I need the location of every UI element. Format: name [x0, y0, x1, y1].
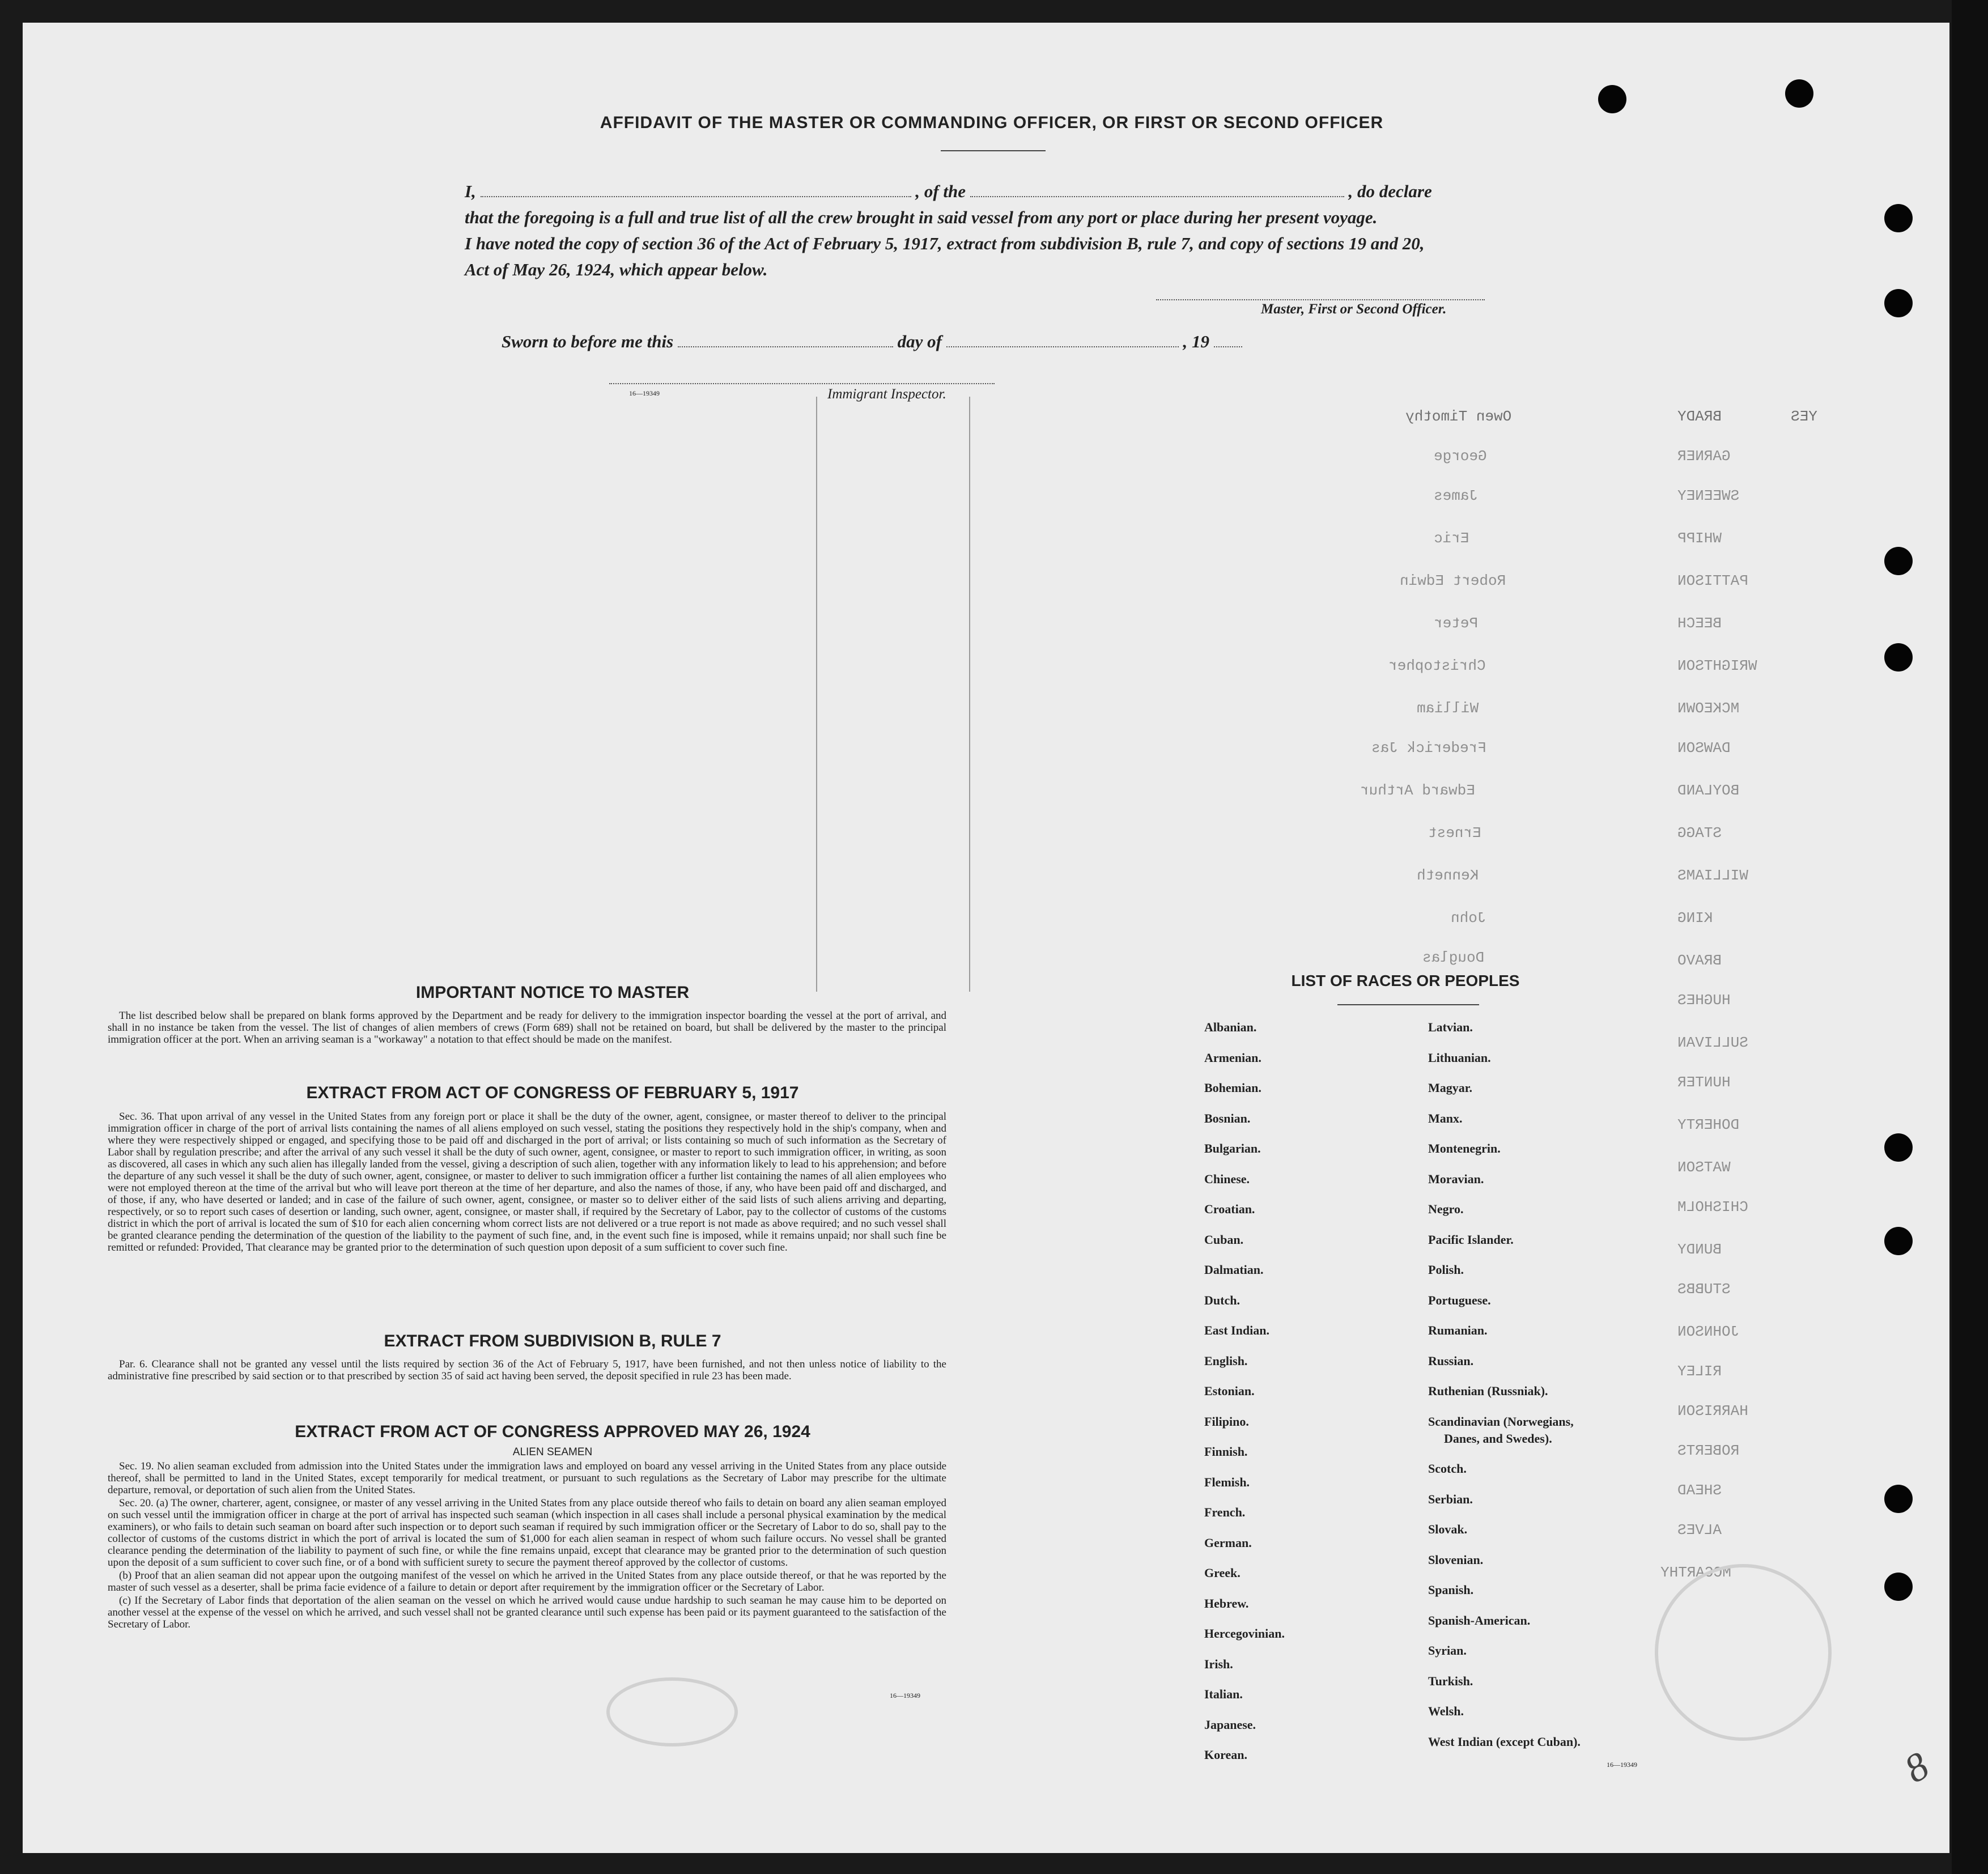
punch-hole-icon [1884, 1573, 1913, 1601]
race-item: Greek. [1204, 1566, 1241, 1580]
race-item: Scandinavian (Norwegians, [1428, 1414, 1574, 1429]
race-item: Filipino. [1204, 1414, 1249, 1429]
sworn-month-field[interactable] [946, 333, 1179, 347]
race-item: Bohemian. [1204, 1081, 1261, 1095]
race-item: West Indian (except Cuban). [1428, 1734, 1581, 1749]
race-item: Hercegovinian. [1204, 1626, 1285, 1641]
races-right-column [1428, 1020, 1581, 1752]
race-item: Serbian. [1428, 1491, 1473, 1506]
race-item: Manx. [1428, 1111, 1463, 1125]
bleed-surname: DAWSON [1677, 740, 1731, 757]
bleed-given-name: Douglas [1422, 949, 1485, 966]
faded-stamp-seal [606, 1677, 738, 1746]
bleed-surname: CHISHOLM [1677, 1199, 1748, 1216]
bleed-given-name: James [1434, 487, 1479, 504]
sec-20c-paragraph: (c) If the Secretary of Labor finds that deportation of the alien seaman on the vessel on which he arrived would cause undue hardship to such seaman he may cause him to be deported on another vessel at the expense of the vessel on which he arrived, and such vessel shall not be granted clearance until such expense has been paid or its payment guaranteed to the satisfaction of the Secretary of Labor. [108, 1595, 946, 1630]
sec-36-paragraph: Sec. 36. That upon arrival of any vessel in the United States from any foreign port or place it shall be the duty of the owner, agent, consignee, or master thereof to deliver to the principal immigration officer in charge of the port of arrival lists containing the names of all aliens employed on such vessel, stating the positions they respectively hold in the ship's company, when and where they were respectively shipped or engaged, and specifying those to be paid off and discharged in the port of arrival; or lists containing so much of such information as the Secretary of Labor shall by regulation prescribe; and after the arrival of any such vessel it shall be the duty of such owner, agent, consignee, or master to report to such immigration officer, in writing, as soon as discovered, all cases in which any such alien has illegally landed from the vessel, giving a description of such alien, together with any information likely to lead to his apprehension; and before the departure of any such vessel it shall be the duty of such owner, agent, consignee, or master to deliver to such immigration officer a further list containing the names of all alien employees who were not employed thereon at the time of the arrival but who will leave port thereon at the time of her departure, and also the names of those, if any, who have been paid off and discharged, and of those, if any, who have deserted or landed; and in case of the failure of such owner, agent, consignee, or master so to deliver either of the said lists of such aliens arriving and departing, respectively, or so to report such cases of desertion or landing, such owner, agent, consignee, or master shall, if required by the Secretary of Labor, pay to the collector of customs of the customs district in which the port of arrival is located the sum of $10 for each alien concerning whom correct lists are not delivered or a true report is not made as above required; and no such vessel shall be granted clearance pending the determination of the question of the liability to the payment of such fine, and, in the event such fine is imposed, while it remains unpaid; nor shall such fine be remitted or refunded: Provided, That clearance may be granted prior to the determination of such question upon deposit of a sum sufficient to cover such fine. [108, 1111, 946, 1253]
vessel-name-field[interactable] [970, 182, 1344, 197]
race-item: Finnish. [1204, 1444, 1248, 1459]
punch-hole-icon [1884, 289, 1913, 317]
inspector-signature-line[interactable] [609, 383, 995, 384]
race-item: Latvian. [1428, 1020, 1473, 1034]
bleed-column-rule [969, 397, 970, 992]
races-left-column [1204, 1020, 1285, 1778]
scan-edge [1952, 0, 1988, 1874]
form-number-top: 16—19349 [629, 389, 660, 397]
sec-20b-paragraph: (b) Proof that an alien seaman did not appear upon the outgoing manifest of the vessel on which he arrived in the United States from any place outside thereof, or that he was reported by the master of such vessel as a deserter, shall be prima facie evidence of a failure to detain or deport after requirement by the immigration officer or the Secretary of Labor. [108, 1570, 946, 1593]
race-item: Albanian. [1204, 1020, 1257, 1034]
race-item: Russian. [1428, 1353, 1474, 1368]
declaration-line-4: Act of May 26, 1924, which appear below. [465, 260, 768, 279]
race-item: Chinese. [1204, 1171, 1250, 1186]
extract-1924-body [108, 1460, 946, 1631]
race-item: Portuguese. [1428, 1293, 1491, 1307]
punch-hole-icon [1884, 1485, 1913, 1513]
notice-paragraph: The list described below shall be prepared on blank forms approved by the Department and be ready for delivery to the immigration inspector boarding the vessel at the port of arrival, and shall in no instance be taken from the vessel. The list of changes of alien members of crews (Form 689) shall not be retained on board, but shall be delivered by the master to the principal immigration officer at the port. When an arriving seaman is a "workaway" a notation to that effect should be made on the manifest. [108, 1010, 946, 1046]
declare-suffix: , do declare [1348, 181, 1432, 201]
bleed-column-rule [816, 397, 817, 992]
declaration-line-3: I have noted the copy of section 36 of the Act of February 5, 1917, extract from subdivision B, rule 7, and copy of sections 19 and 20, [465, 233, 1425, 253]
race-item: Bulgarian. [1204, 1141, 1261, 1155]
bleed-surname: ROBERTS [1677, 1442, 1740, 1459]
bleed-surname: BUNDY [1677, 1241, 1722, 1258]
master-signature-label: Master, First or Second Officer. [1261, 301, 1447, 317]
affidavit-title: AFFIDAVIT OF THE MASTER OR COMMANDING OFFICER, OR FIRST OR SECOND OFFICER [600, 113, 1384, 132]
bleed-surname: HARRISON [1677, 1403, 1748, 1420]
race-item: Slovak. [1428, 1522, 1468, 1536]
race-item: Flemish. [1204, 1474, 1250, 1489]
race-item: Spanish-American. [1428, 1613, 1531, 1627]
extract-1924-title: EXTRACT FROM ACT OF CONGRESS APPROVED MAY 26, 1924 [295, 1422, 810, 1441]
race-item: Italian. [1204, 1687, 1243, 1701]
declaration-line-1 [465, 179, 1564, 205]
race-item: Lithuanian. [1428, 1050, 1491, 1065]
sworn-year-label: , 19 [1183, 332, 1209, 351]
races-title: LIST OF RACES OR PEOPLES [1291, 972, 1520, 989]
race-item: Negro. [1428, 1202, 1464, 1216]
sworn-day-label: day of [897, 332, 942, 351]
race-item: Rumanian. [1428, 1323, 1488, 1337]
sec-20a-paragraph: Sec. 20. (a) The owner, charterer, agent, consignee, or master of any vessel arriving in the United States from any place outside thereof who fails to detain on board any alien seaman employed on such vessel until the immigration officer in charge at the port of arrival has inspected such seaman (which inspection in all cases shall include a personal physical examination by the medical examiners), or who fails to detain such seaman on board after such inspection or to deport such seaman if required by such immigration officer or the Secretary of Labor to do so, shall pay to the collector of customs of the customs district in which the port of arrival is located the sum of $1,000 for each alien seaman in respect of whom such failure occurs. No vessel shall be granted clearance pending the determination of the liability to payment of such fine, or while the fine remains unpaid, except that clearance may be granted prior to the determination of such question upon the deposit of a sum sufficient to cover such fine, or of a bond with sufficient surety to secure the payment thereof approved by the collector of customs. [108, 1497, 946, 1569]
rule-7-title: EXTRACT FROM SUBDIVISION B, RULE 7 [384, 1332, 721, 1350]
sec-19-paragraph: Sec. 19. No alien seaman excluded from admission into the United States under the immigration laws and employed on board any vessel arriving in the United States from any place outside thereof, shall be permitted to land in the United States, except temporarily for medical treatment, or pursuant to such regulations as the Secretary of Labor may prescribe for the ultimate departure, removal, or deportation of such alien from the United States. [108, 1460, 946, 1496]
alien-seamen-subtitle: ALIEN SEAMEN [512, 1446, 593, 1458]
bleed-surname: KING [1677, 910, 1713, 927]
bleed-surname: MCCARTHY [1660, 1564, 1731, 1581]
extract-1917-body [108, 1111, 946, 1255]
bleed-surname: PATTISON [1677, 572, 1748, 589]
race-item: Pacific Islander. [1428, 1232, 1514, 1247]
bleed-surname: WILLIAMS [1677, 867, 1748, 884]
race-item: Spanish. [1428, 1583, 1474, 1597]
rule-7-body [108, 1358, 946, 1383]
faded-stamp-seal [1655, 1564, 1832, 1741]
inspector-label: Immigrant Inspector. [827, 386, 946, 402]
sworn-line [502, 329, 1352, 355]
bleed-surname: JOHNSON [1677, 1323, 1740, 1340]
sworn-year-field[interactable] [1214, 333, 1242, 347]
bleed-surname: HUGHES [1677, 992, 1731, 1009]
form-number-bottom-left: 16—19349 [890, 1692, 920, 1699]
vessel-of-label: , of the [915, 181, 966, 201]
race-item: Korean. [1204, 1748, 1247, 1762]
race-item: Polish. [1428, 1263, 1464, 1277]
punch-hole-icon [1598, 85, 1626, 113]
bleed-surname: ALVES [1677, 1522, 1722, 1539]
bleed-surname: MCKEOWN [1677, 700, 1740, 717]
punch-hole-icon [1884, 1227, 1913, 1255]
punch-hole-icon [1884, 204, 1913, 232]
par-6-paragraph: Par. 6. Clearance shall not be granted any vessel until the lists required by section 36 of the Act of February 5, 1917, have been furnished, and not then unless notice of liability to the administrative fine prescribed by said section or to that prescribed by section 35 of said act having been served, the deposit specified in rule 23 has been made. [108, 1358, 946, 1382]
race-item: Hebrew. [1204, 1596, 1249, 1610]
bleed-surname: BRADY [1677, 408, 1722, 425]
bleed-given-name: Eric [1434, 530, 1469, 547]
declaration-line-2: that the foregoing is a full and true list of all the crew brought in said vessel from any port or place during her present voyage. [465, 207, 1378, 227]
bleed-surname: GARNER [1677, 448, 1731, 465]
race-item: Bosnian. [1204, 1111, 1251, 1125]
bleed-surname: WHIPP [1677, 530, 1722, 547]
race-item: English. [1204, 1353, 1248, 1368]
bleed-surname: SULLIVAN [1677, 1034, 1748, 1051]
punch-hole-icon [1884, 1133, 1913, 1162]
bleed-given-name: John [1451, 910, 1486, 927]
race-item: Japanese. [1204, 1717, 1256, 1732]
race-item: Dalmatian. [1204, 1263, 1264, 1277]
affidavit-declaration [465, 179, 1564, 283]
race-item: Slovenian. [1428, 1552, 1484, 1567]
bleed-given-name: Ernest [1428, 825, 1481, 842]
bleed-given-name: George [1434, 448, 1487, 465]
race-item: Scotch. [1428, 1461, 1467, 1476]
declarant-prefix: I, [465, 181, 476, 201]
bleed-surname: SHEAD [1677, 1482, 1722, 1499]
race-item: Syrian. [1428, 1643, 1467, 1658]
master-signature-line[interactable] [1156, 299, 1485, 300]
bleed-surname: RILEY [1677, 1363, 1722, 1380]
bleed-surname: BOYLAND [1677, 782, 1740, 799]
punch-hole-icon [1884, 547, 1913, 575]
race-item: Cuban. [1204, 1232, 1244, 1247]
race-item: German. [1204, 1535, 1252, 1550]
bleed-surname: SWEENEY [1677, 487, 1740, 504]
form-number-bottom-right: 16—19349 [1607, 1761, 1637, 1769]
race-item: Danes, and Swedes). [1444, 1431, 1552, 1446]
notice-body [108, 1010, 946, 1047]
race-item: Turkish. [1428, 1673, 1473, 1688]
bleed-surname: STUBBS [1677, 1281, 1731, 1298]
bleed-given-name: Christopher [1388, 657, 1486, 674]
declarant-name-field[interactable] [481, 182, 911, 197]
race-item: Ruthenian (Russniak). [1428, 1384, 1548, 1398]
punch-hole-icon [1884, 643, 1913, 672]
race-item: Montenegrin. [1428, 1141, 1501, 1155]
bleed-surname: BEECH [1677, 615, 1722, 632]
race-item: Magyar. [1428, 1081, 1473, 1095]
handwritten-page-number: 8 [1897, 1744, 1936, 1792]
extract-1917-title: EXTRACT FROM ACT OF CONGRESS OF FEBRUARY 5, 1917 [306, 1083, 799, 1102]
race-item: East Indian. [1204, 1323, 1269, 1337]
sworn-prefix: Sworn to before me this [502, 332, 674, 351]
bleed-surname: DOHERTY [1677, 1116, 1740, 1133]
race-item: Estonian. [1204, 1384, 1255, 1398]
bleed-given-name: Owen Timothy [1405, 408, 1512, 425]
bleed-surname: HUNTER [1677, 1074, 1731, 1091]
race-item: Dutch. [1204, 1293, 1240, 1307]
bleed-given-name: Edward Arthur [1360, 782, 1475, 799]
punch-hole-icon [1785, 79, 1813, 108]
bleed-surname: BRAVO [1677, 952, 1722, 969]
race-item: Armenian. [1204, 1050, 1261, 1065]
bleed-surname: WATSON [1677, 1159, 1731, 1176]
race-item: Welsh. [1428, 1704, 1464, 1718]
bleed-given-name: Peter [1434, 615, 1479, 632]
race-item: Irish. [1204, 1656, 1233, 1671]
bleed-given-name: Frederick Jas [1371, 740, 1486, 757]
races-underline [1337, 1004, 1479, 1005]
bleed-given-name: Kenneth [1417, 867, 1479, 884]
bleed-given-name: William [1417, 700, 1479, 717]
notice-title: IMPORTANT NOTICE TO MASTER [415, 983, 690, 1002]
bleed-yes-marker: YES [1791, 408, 1817, 425]
bleed-surname: WRIGHTSON [1677, 657, 1757, 674]
race-item: Croatian. [1204, 1202, 1255, 1216]
bleed-given-name: Robert Edwin [1400, 572, 1506, 589]
bleed-surname: STAGG [1677, 825, 1722, 842]
race-item: Moravian. [1428, 1171, 1484, 1186]
title-underline [941, 150, 1046, 151]
race-item: French. [1204, 1505, 1246, 1519]
sworn-day-field[interactable] [678, 333, 893, 347]
